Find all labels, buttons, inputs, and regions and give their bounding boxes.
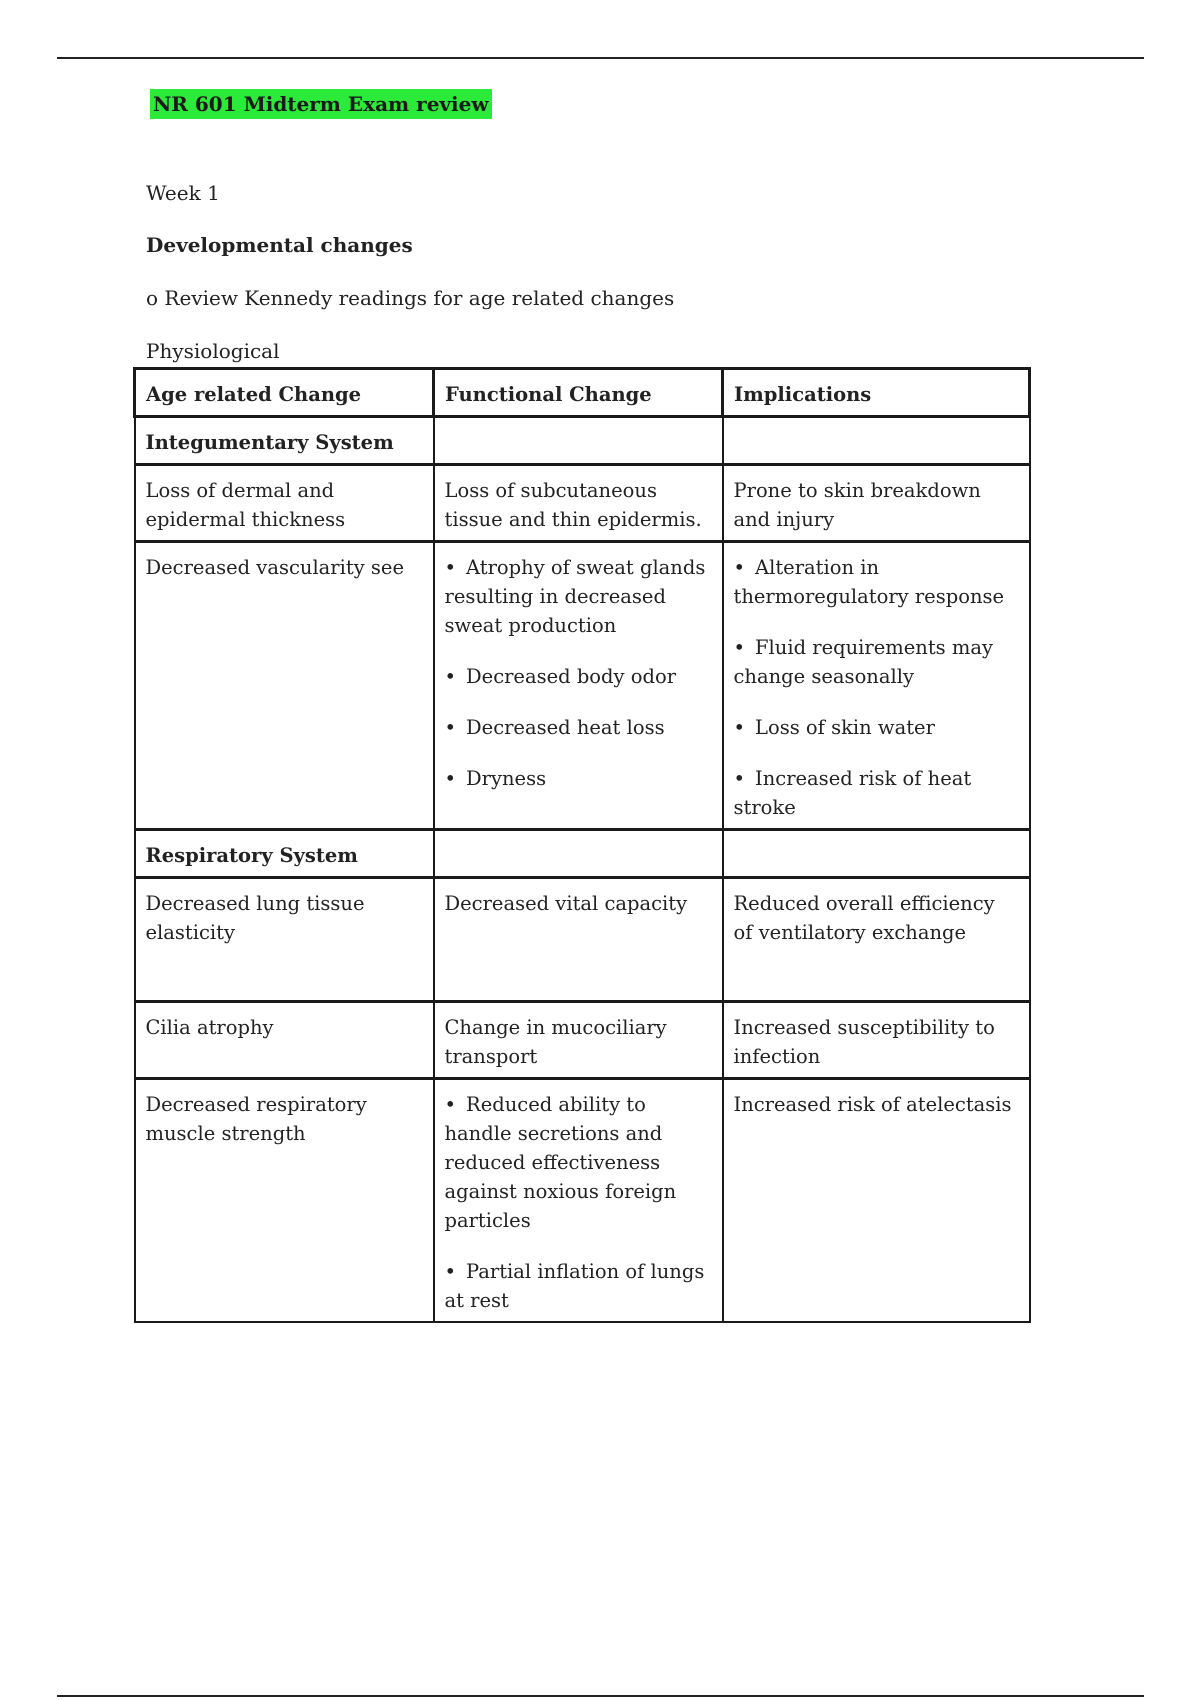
empty-cell	[434, 417, 723, 465]
week-label: Week 1	[146, 181, 220, 205]
table-row	[135, 1002, 1030, 1079]
table-header-row	[135, 369, 1030, 417]
list-item: • Dryness	[445, 764, 712, 793]
respiratory-system-label: Respiratory System	[135, 830, 434, 878]
document-title: NR 601 Midterm Exam review	[150, 89, 492, 119]
empty-cell	[434, 830, 723, 878]
implications-cell	[723, 542, 1030, 830]
functional-change-cell: Change in mucociliary transport	[434, 1002, 723, 1079]
functional-change-cell	[434, 542, 723, 830]
bottom-rule	[57, 1695, 1144, 1697]
integumentary-system-label: Integumentary System	[135, 417, 434, 465]
list-item: • Partial inflation of lungs at rest	[445, 1257, 712, 1315]
list-item: • Atrophy of sweat glands resulting in decreased sweat production	[445, 553, 712, 640]
age-change-cell: Decreased vascularity see	[135, 542, 434, 830]
list-item: • Decreased body odor	[445, 662, 712, 691]
section-heading: Developmental changes	[146, 233, 413, 257]
list-item: • Fluid requirements may change seasonally	[734, 633, 1019, 691]
list-item: • Loss of skin water	[734, 713, 1019, 742]
age-change-cell: Decreased lung tissue elasticity	[135, 878, 434, 1002]
list-item: • Decreased heat loss	[445, 713, 712, 742]
age-changes-table	[133, 367, 1031, 1323]
age-change-cell: Loss of dermal and epidermal thickness	[135, 465, 434, 542]
implications-cell: Prone to skin breakdown and injury	[723, 465, 1030, 542]
header-functional-change: Functional Change	[434, 369, 723, 417]
table-row	[135, 542, 1030, 830]
empty-cell	[723, 417, 1030, 465]
header-age-related-change: Age related Change	[135, 369, 434, 417]
table-row	[135, 1079, 1030, 1323]
table-row	[135, 465, 1030, 542]
age-change-cell: Cilia atrophy	[135, 1002, 434, 1079]
functional-change-cell: Decreased vital capacity	[434, 878, 723, 1002]
age-change-cell: Decreased respiratory muscle strength	[135, 1079, 434, 1323]
top-rule	[57, 57, 1144, 59]
implications-cell: Reduced overall efficiency of ventilatory exchange	[723, 878, 1030, 1002]
implications-cell: Increased risk of atelectasis	[723, 1079, 1030, 1323]
implications-cell: Increased susceptibility to infection	[723, 1002, 1030, 1079]
table-row	[135, 878, 1030, 1002]
implications-list	[734, 553, 1019, 822]
physiological-label: Physiological	[146, 339, 280, 363]
list-item: • Reduced ability to handle secretions and reduced effectiveness against noxious foreign particles	[445, 1090, 712, 1235]
integumentary-section-row	[135, 417, 1030, 465]
functional-change-list	[445, 553, 712, 793]
list-item: • Alteration in thermoregulatory response	[734, 553, 1019, 611]
functional-change-cell: Loss of subcutaneous tissue and thin epidermis.	[434, 465, 723, 542]
functional-change-cell	[434, 1079, 723, 1323]
review-note: o Review Kennedy readings for age related changes	[146, 286, 675, 310]
header-implications: Implications	[723, 369, 1030, 417]
functional-change-list	[445, 1090, 712, 1315]
respiratory-section-row	[135, 830, 1030, 878]
empty-cell	[723, 830, 1030, 878]
list-item: • Increased risk of heat stroke	[734, 764, 1019, 822]
